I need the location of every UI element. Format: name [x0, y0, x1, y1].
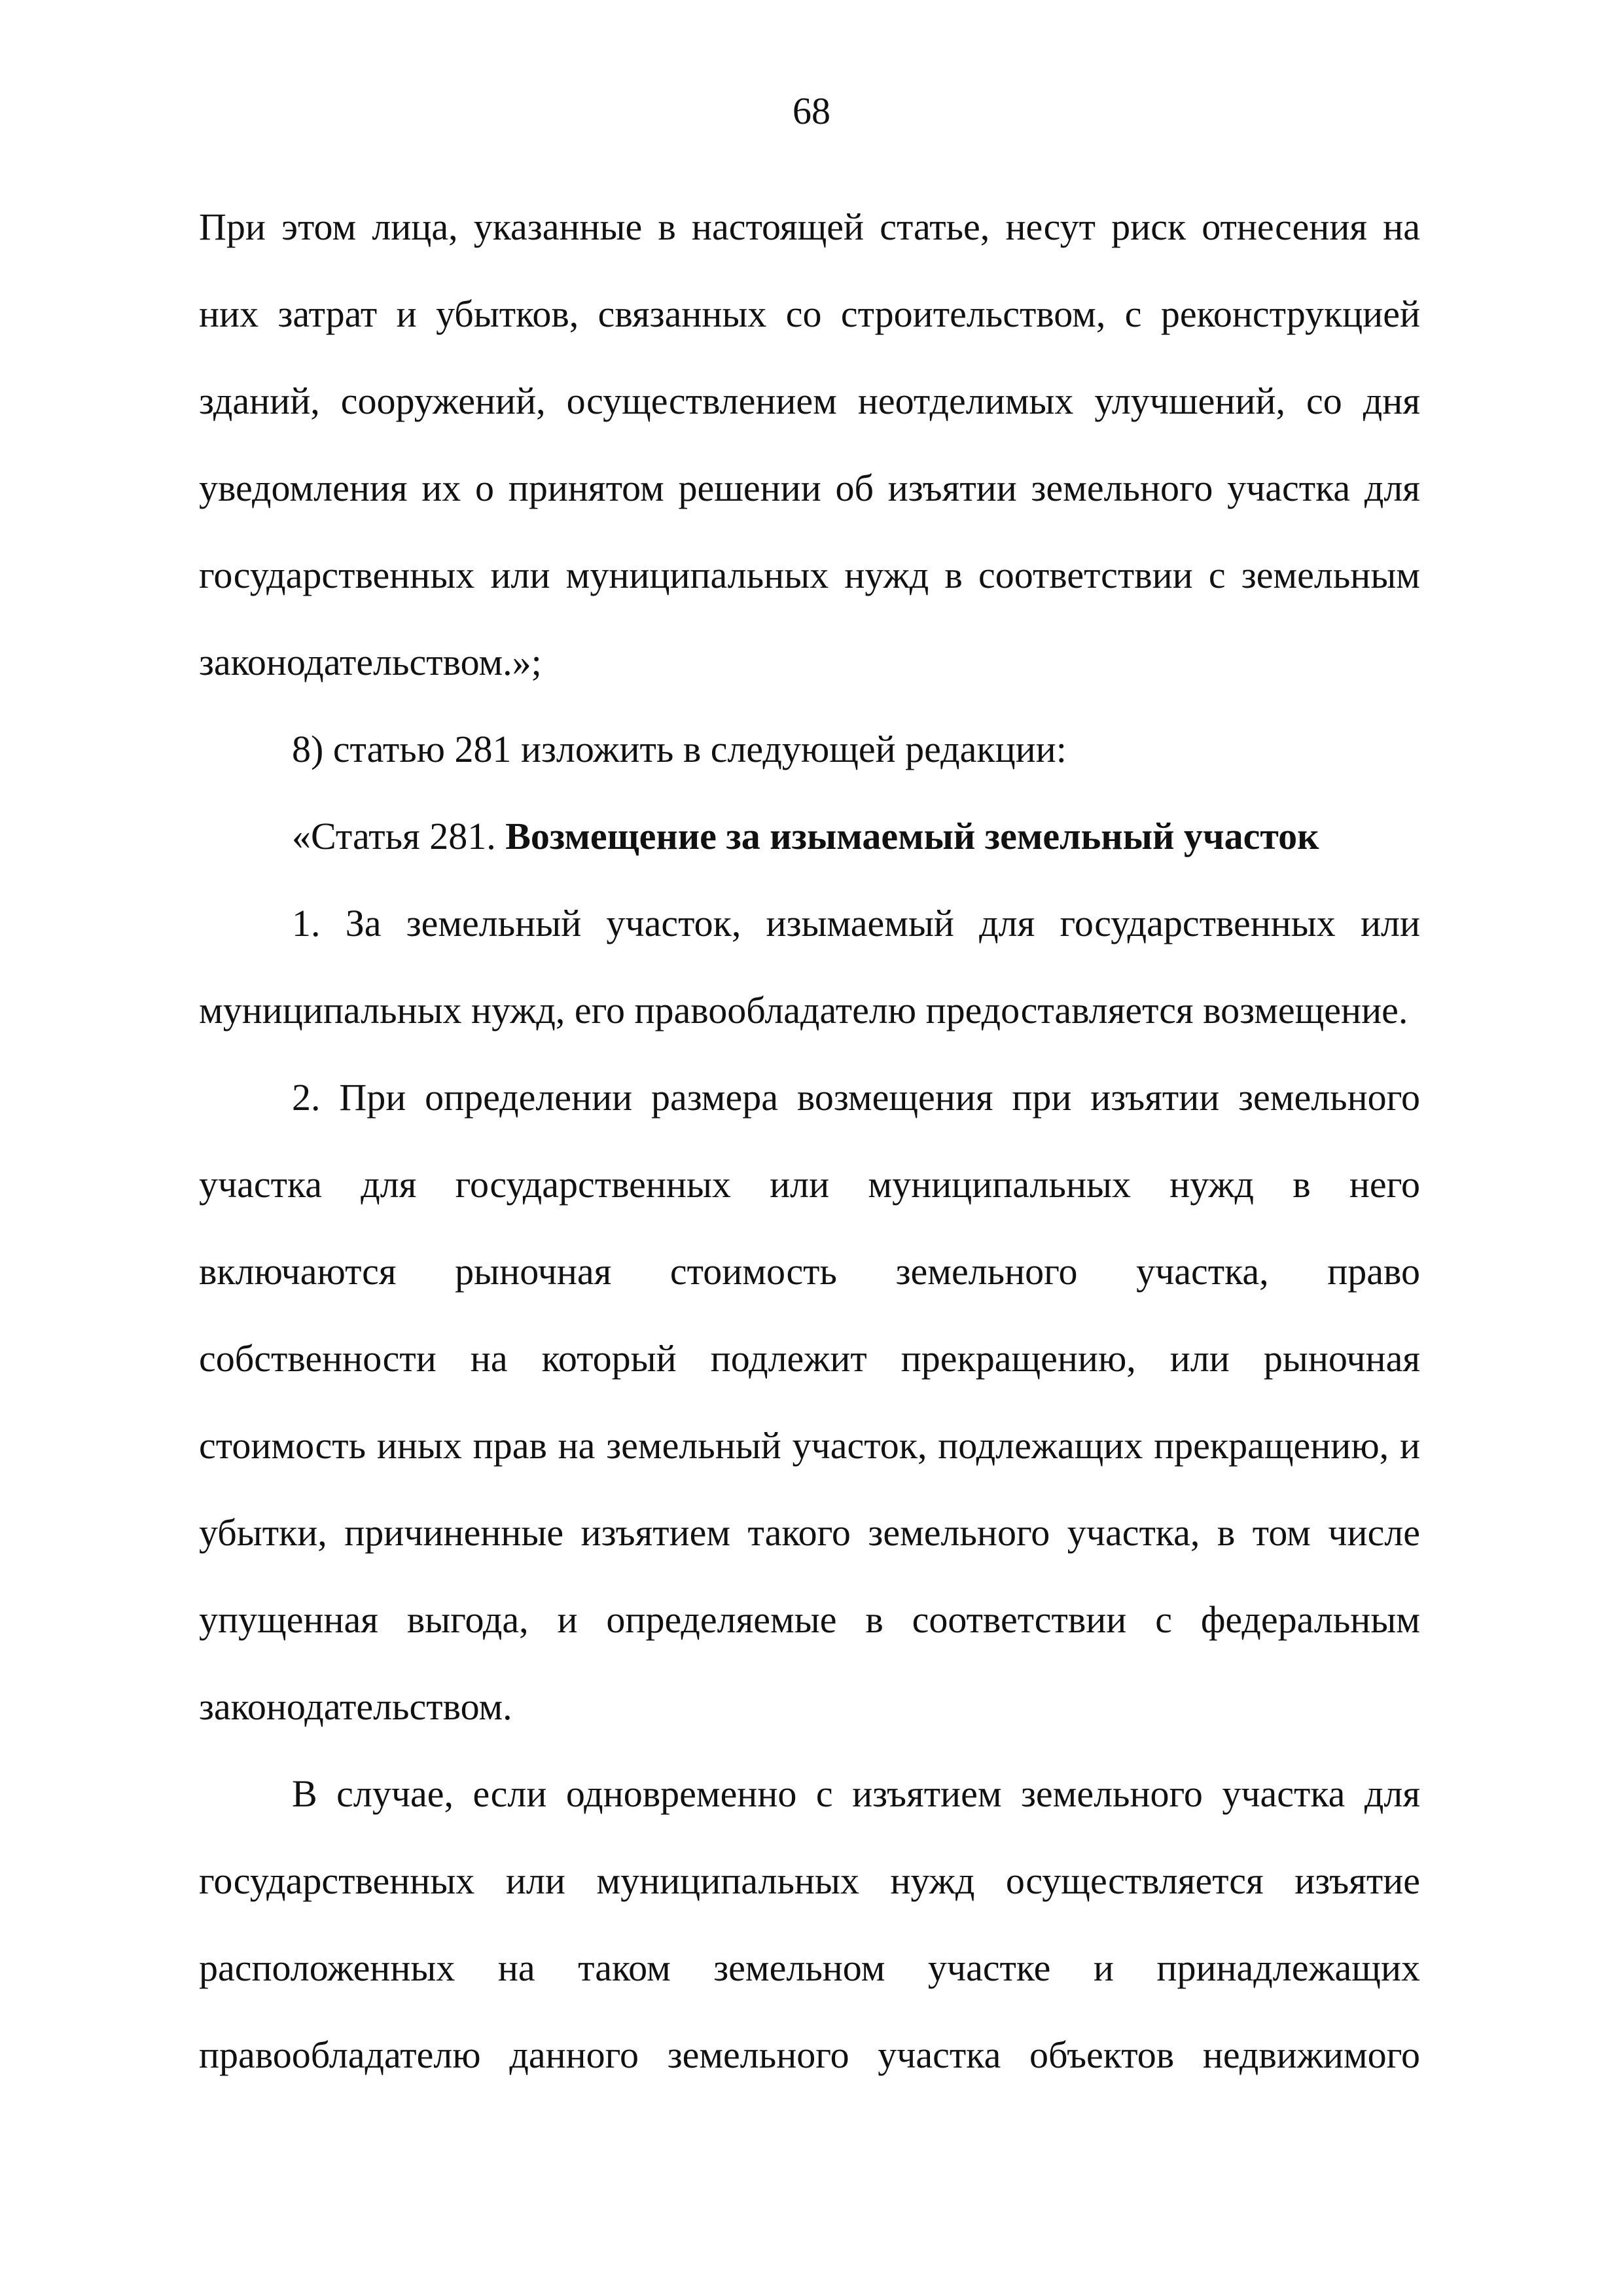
paragraph-risk-of-costs: При этом лица, указанные в настоящей статье, несут риск отнесения на них затрат и убытков, связанных со строительством, с реконструкцией зданий, сооружений, осуществлением неотделимых улучшений, со дня уведомления их о принятом решении об изъятии земельного участка для государственных или муниципальных нужд в соответствии с земельным законодательством.»; — [199, 206, 1420, 683]
article-title: Возмещение за изымаемый земельный участок — [505, 815, 1319, 857]
paragraph-clause-1: 1. За земельный участок, изымаемый для государственных или муниципальных нужд, его правообладателю предоставляется возмещение. — [199, 902, 1420, 1031]
page-number: 68 — [793, 90, 830, 132]
article-number: «Статья 281. — [292, 815, 506, 857]
paragraph-clause-2: 2. При определении размера возмещения при изъятии земельного участка для государственных или муниципальных нужд в него включаются рыночная стоимость земельного участка, право собственности на который подлежит прекращению, или рыночная стоимость иных прав на земельный участок, подлежащих прекращению, и убытки, причиненные изъятием такого земельного участка, в том числе упущенная выгода, и определяемые в соответствии с федеральным законодательством. — [199, 1076, 1420, 1728]
article-heading — [199, 793, 1420, 880]
paragraph-amendment-instruction: 8) статью 281 изложить в следующей редакции: — [292, 728, 1067, 770]
document-body — [199, 183, 1420, 2098]
paragraph-simultaneous-seizure: В случае, если одновременно с изъятием земельного участка для государственных или муниципальных нужд осуществляется изъятие расположенных на таком земельном участке и принадлежащих правообладателю данного земельного участка объектов недвижимого — [199, 1772, 1420, 2076]
